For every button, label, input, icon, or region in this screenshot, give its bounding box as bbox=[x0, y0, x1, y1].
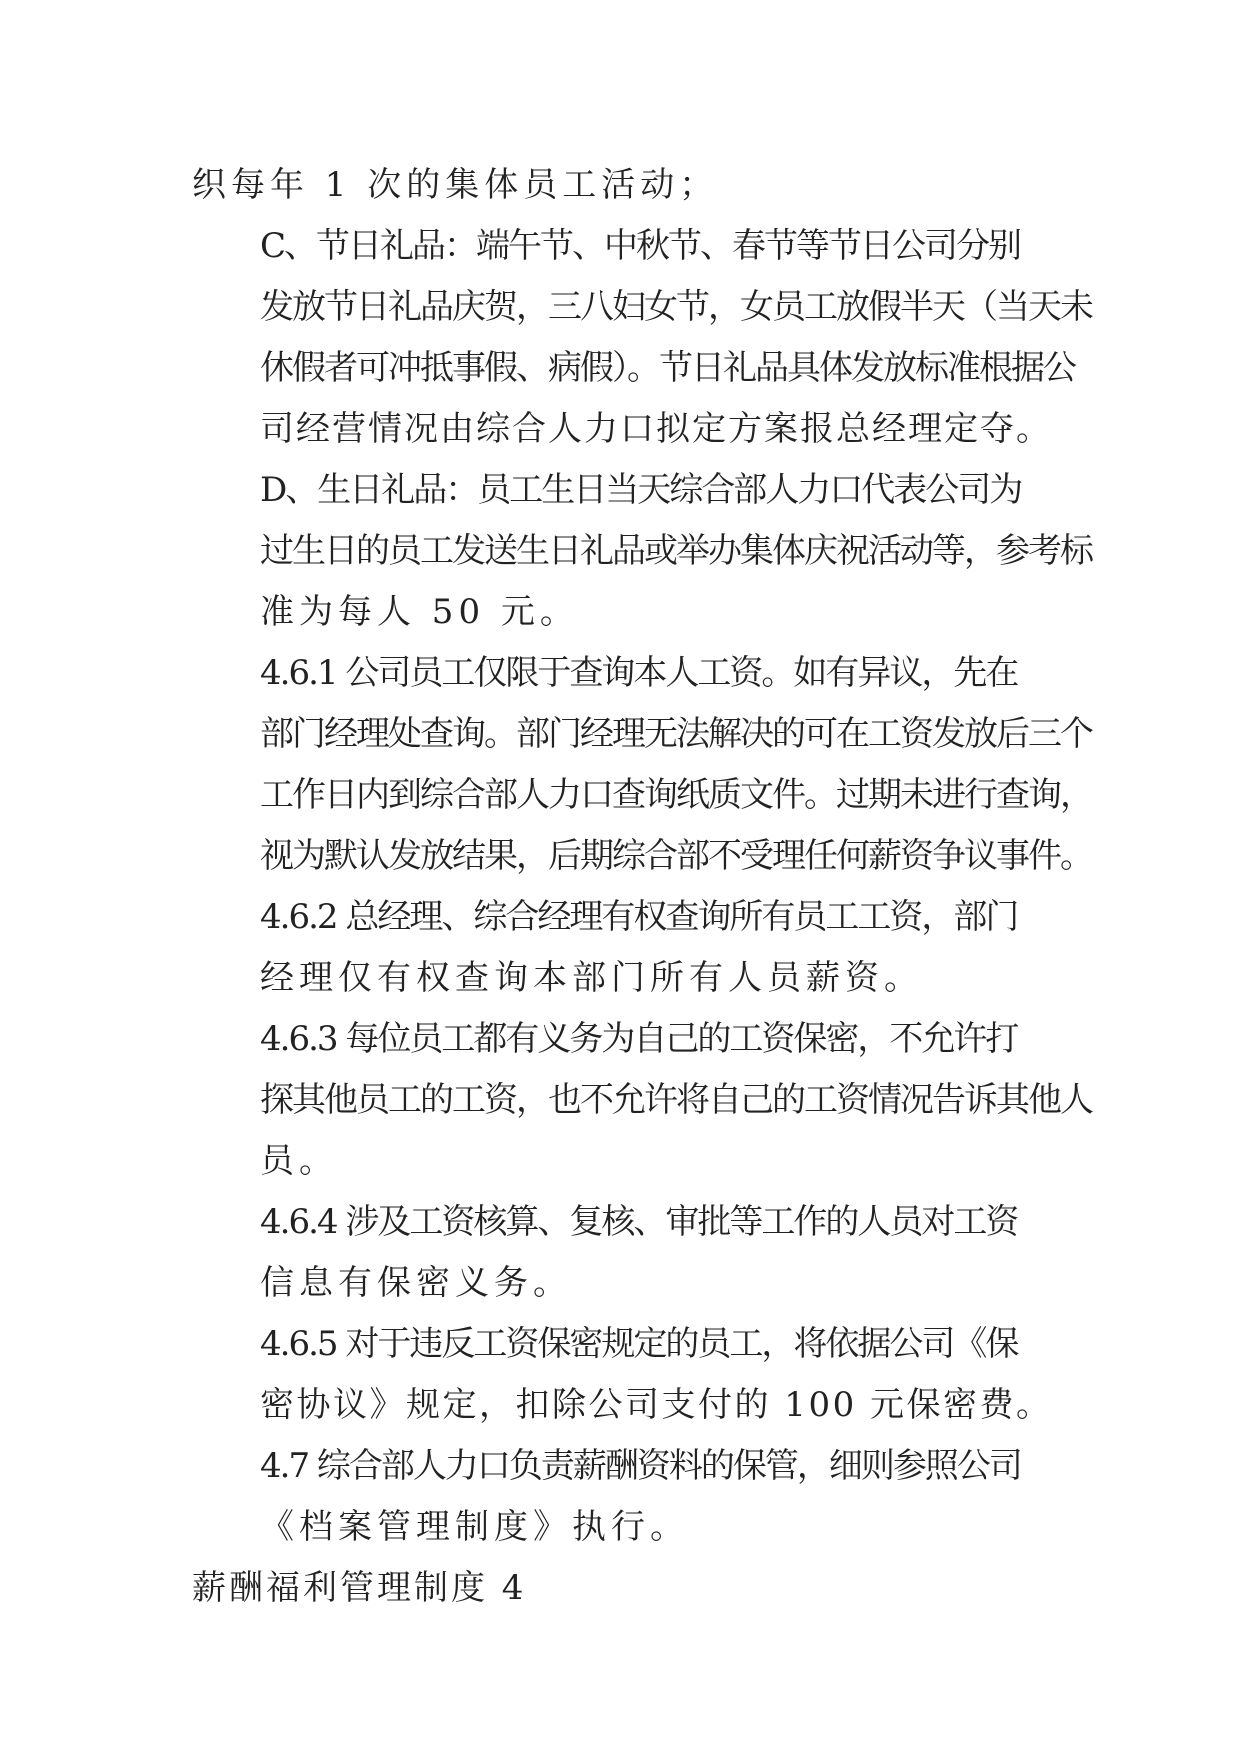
paragraph bbox=[192, 155, 1062, 216]
text-line: 4.7 综合部人力口负责薪酬资料的保管，细则参照公司 bbox=[260, 1446, 1021, 1486]
paragraph bbox=[192, 887, 1062, 1009]
paragraph bbox=[192, 1436, 1062, 1558]
text-line: 信息有保密义务。 bbox=[260, 1263, 572, 1303]
paragraph bbox=[192, 216, 1092, 460]
text-line: 司经营情况由综合人力口拟定方案报总经理定夺。 bbox=[260, 409, 1052, 449]
text-line: 员。 bbox=[260, 1141, 338, 1181]
text-line: C、节日礼品：端午节、中秋节、春节等节日公司分别 bbox=[260, 226, 1021, 266]
text-line: 织每年 1 次的集体员工活动； bbox=[192, 165, 719, 205]
paragraph bbox=[192, 1009, 1092, 1192]
text-line: 过生日的员工发送生日礼品或举办集体庆祝活动等，参考标 bbox=[260, 531, 1092, 571]
text-line: 4.6.3 每位员工都有义务为自己的工资保密，不允许打 bbox=[260, 1019, 1018, 1059]
text-line: 工作日内到综合部人力口查询纸质文件。过期未进行查询， bbox=[260, 775, 1092, 815]
text-line: 部门经理处查询。部门经理无法解决的可在工资发放后三个 bbox=[260, 714, 1092, 754]
paragraph bbox=[192, 460, 1092, 643]
text-line: 发放节日礼品庆贺，三八妇女节，女员工放假半天（当天未 bbox=[260, 287, 1092, 327]
text-line: 密协议》规定，扣除公司支付的 100 元保密费。 bbox=[260, 1385, 1053, 1425]
document-page bbox=[192, 155, 1092, 1619]
paragraph bbox=[192, 643, 1092, 887]
text-line: 视为默认发放结果，后期综合部不受理任何薪资争议事件。 bbox=[260, 836, 1092, 876]
text-line: 《档案管理制度》执行。 bbox=[260, 1507, 689, 1547]
text-line: 4.6.4 涉及工资核算、复核、审批等工作的人员对工资 bbox=[260, 1202, 1018, 1242]
paragraph bbox=[192, 1314, 1062, 1436]
text-line: 4.6.1 公司员工仅限于查询本人工资。如有异议，先在 bbox=[260, 653, 1018, 693]
document-body bbox=[192, 155, 1092, 1558]
text-line: D、生日礼品：员工生日当天综合部人力口代表公司为 bbox=[260, 470, 1022, 510]
section-heading: 薪酬福利管理制度 4 bbox=[192, 1568, 527, 1608]
paragraph bbox=[192, 1192, 1062, 1314]
text-line: 准为每人 50 元。 bbox=[260, 592, 579, 632]
text-line: 探其他员工的工资，也不允许将自己的工资情况告诉其他人 bbox=[260, 1080, 1092, 1120]
text-line: 4.6.2 总经理、综合经理有权查询所有员工工资，部门 bbox=[260, 897, 1018, 937]
text-line: 4.6.5 对于违反工资保密规定的员工，将依据公司《保 bbox=[260, 1324, 1018, 1364]
text-line: 休假者可冲抵事假、病假）。节日礼品具体发放标准根据公 bbox=[260, 348, 1075, 388]
text-line: 经理仅有权查询本部门所有人员薪资。 bbox=[260, 958, 923, 998]
